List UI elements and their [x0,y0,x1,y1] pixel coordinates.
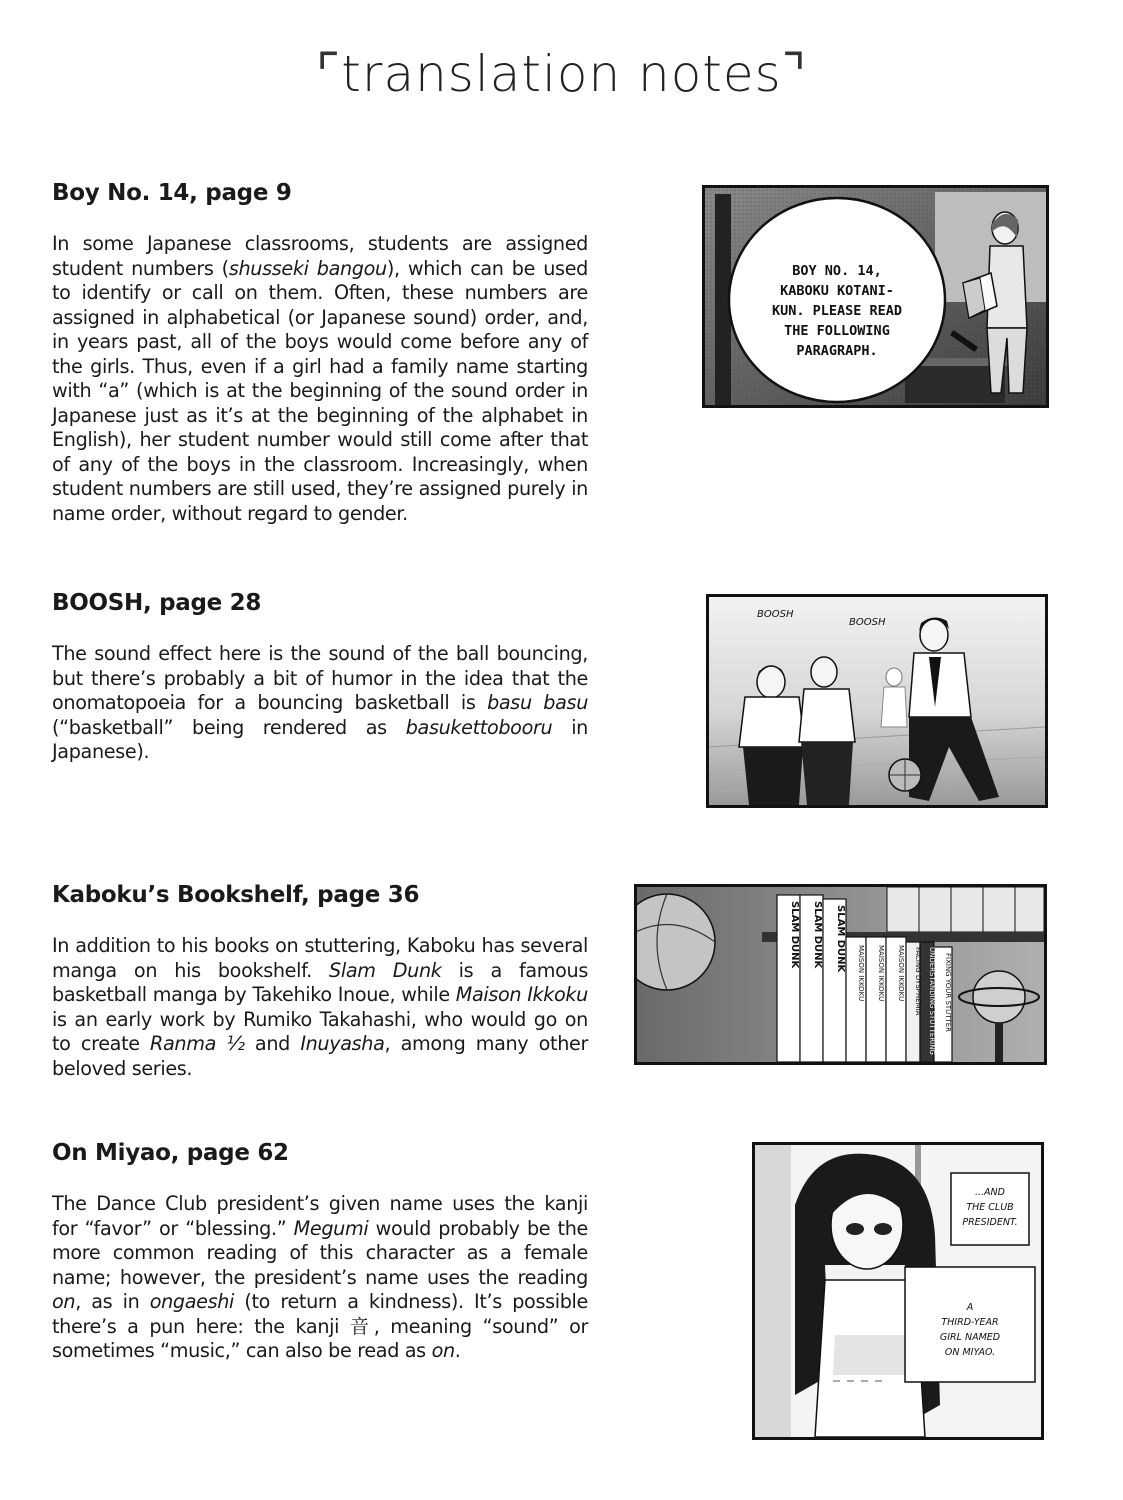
bubble-line-3: KUN. PLEASE READ [771,303,903,319]
sfx-boosh-2: BOOSH [849,617,886,628]
spine-understanding-stuttering: UNDERSTANDING STUTTERING [928,947,936,1055]
title-text: translation notes [341,45,782,103]
italic-term: on [52,1290,76,1313]
bubble-line-5: PARAGRAPH. [796,343,878,359]
page-title [0,44,1123,104]
spine-slam-dunk-3: SLAM DUNK [835,905,846,973]
panel-illustration [709,597,1045,805]
manga-panel-classroom [702,185,1049,408]
caption-2-line-3: GIRL NAMED [939,1332,1001,1343]
note-body: The Dance Club president’s given name uses the kanji for “favor” or “blessing.” Megumi would probably be the more common reading of this character as a female name; however, the president’s name uses the reading on, as in ongaeshi (to return a kindness). It’s possible there’s a pun here: the kanji 音, meaning “sound” or sometimes “music,” can also be read as on. [52,1192,589,1362]
spine-maison-ikkoku-3: MAISON IKKOKU [897,945,905,1002]
manga-panel-bookshelf [634,884,1047,1065]
italic-term: Megumi [293,1216,369,1240]
panel-illustration [637,887,1044,1062]
spine-fixing-your-stutter: FIXING YOUR STUTTER [944,953,952,1033]
note-body: In addition to his books on stuttering, Kaboku has several manga on his bookshelf. Slam Dunk is a famous basketball manga by Takehiko Inoue, while Maison Ikkoku is an early work by Rumiko Takahashi, who would go on to create Ranma ½ and Inuyasha, among many other beloved series. [52,934,588,1080]
note-heading: BOOSH, page 28 [52,590,262,616]
spine-facing-dysphemia: FACING DYSPHEMIA [914,947,922,1016]
bubble-line-4: THE FOLLOWING [784,323,890,339]
manga-panel-miyao [752,1142,1044,1440]
panel-illustration [755,1145,1041,1437]
italic-term: Inuyasha [300,1032,385,1055]
spine-slam-dunk-1: SLAM DUNK [789,901,800,969]
note-heading: On Miyao, page 62 [52,1140,289,1166]
note-on-miyao [52,1140,588,1364]
italic-term: ongaeshi [149,1290,235,1313]
title-close-bracket: ⌝ [781,44,808,104]
title-open-bracket: ⌜ [315,44,342,104]
italic-term: on [431,1339,455,1362]
note-boy-no-14 [52,180,588,526]
bubble-line-1: BOY NO. 14, [792,263,882,279]
speech-bubble [729,198,945,402]
caption-1-line-1: ...AND [975,1187,1005,1198]
note-body: In some Japanese classrooms, students are assigned student numbers (shusseki bangou), which can be used to identify or call on them. Often, these numbers are assigned in alphabetical (or Japanese sound) order, and, in years past, all of the boys would come before any of the girls. Thus, even if a girl had a family name starting with “a” (which is at the beginning of the sound order in Japanese just as it’s at the beginning of the alphabet in English), her student number would still come after that of any of the boys in the classroom. Increasingly, when student numbers are still used, they’re assigned purely in name order, without regard to gender. [52,232,588,525]
italic-term: Ranma ½ [150,1032,245,1055]
spine-slam-dunk-2: SLAM DUNK [812,901,823,969]
italic-term: shusseki bangou [228,256,387,280]
caption-1-line-3: PRESIDENT. [962,1217,1018,1228]
caption-1-line-2: THE CLUB [966,1202,1014,1213]
caption-2-line-4: ON MIYAO. [944,1347,996,1358]
note-heading: Boy No. 14, page 9 [52,180,292,206]
sfx-boosh-1: BOOSH [757,609,794,620]
italic-term: basukettobooru [405,715,553,739]
note-boosh [52,590,588,765]
caption-2-line-1: A [966,1302,974,1313]
spine-maison-ikkoku-2: MAISON IKKOKU [877,945,885,1002]
panel-illustration [705,188,1046,405]
bubble-line-2: KABOKU KOTANI- [780,283,894,299]
note-kaboku-bookshelf [52,882,588,1081]
italic-term: Slam Dunk [329,958,442,982]
spine-maison-ikkoku-1: MAISON IKKOKU [857,945,865,1002]
note-body: The sound effect here is the sound of the ball bouncing, but there’s probably a bit of humor in the idea that the onomatopoeia for a bouncing basketball is basu basu (“basketball” being rendered as basukettobooru in Japanese). [52,642,588,763]
italic-term: basu basu [487,691,588,714]
note-heading: Kaboku’s Bookshelf, page 36 [52,882,420,908]
manga-panel-basketball [706,594,1048,808]
italic-term: Maison Ikkoku [455,983,588,1006]
caption-2-line-2: THIRD-YEAR [941,1317,999,1328]
